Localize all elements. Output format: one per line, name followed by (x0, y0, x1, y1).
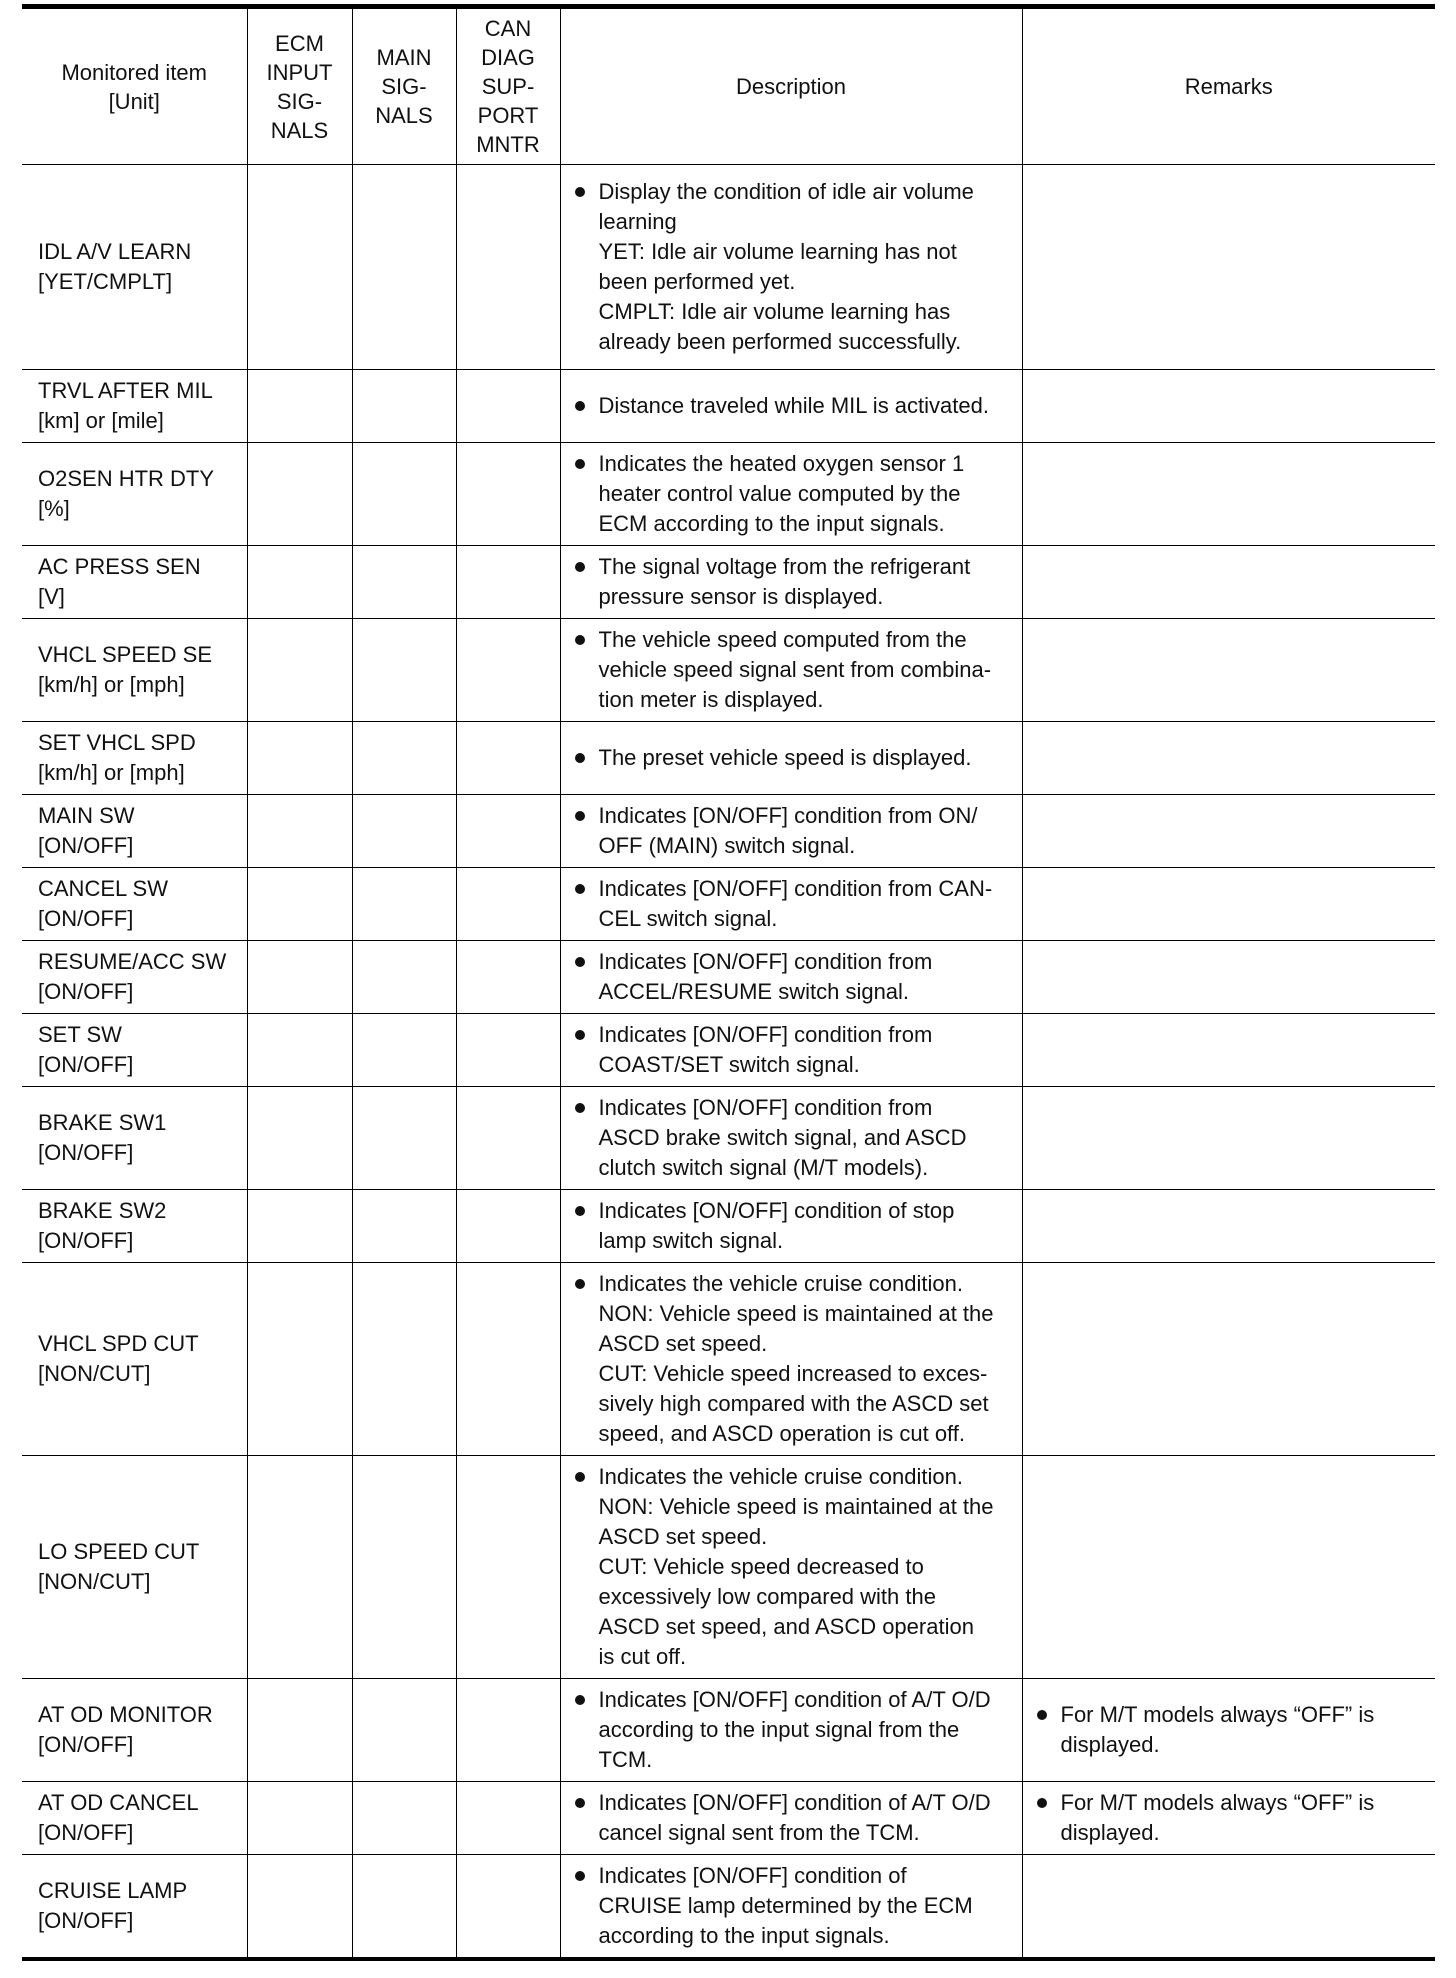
item-unit: [V] (38, 584, 65, 609)
can-diag-support-cell (456, 619, 560, 722)
main-signals-cell (352, 370, 456, 443)
bullet-dot-icon (575, 884, 585, 894)
main-signals-cell (352, 165, 456, 370)
description-bullet (575, 1462, 1016, 1672)
data-monitor-table (22, 4, 1435, 1961)
bullet-dot-icon (575, 811, 585, 821)
bullet-dot-icon (575, 1695, 585, 1705)
can-diag-support-cell (456, 1855, 560, 1960)
description-bullet (575, 177, 1016, 357)
ecm-input-signals-cell (247, 1014, 352, 1087)
remarks-bullet (1037, 1700, 1428, 1760)
ecm-input-signals-cell (247, 1679, 352, 1782)
description-text: Indicates [ON/OFF] condition of A/T O/D according to the input signal from the TCM. (598, 1687, 991, 1772)
description-bullet (575, 1269, 1016, 1449)
monitored-item-cell (22, 941, 247, 1014)
bullet-dot-icon (575, 635, 585, 645)
table-row (22, 1855, 1435, 1960)
item-unit: [NON/CUT] (38, 1569, 151, 1594)
can-diag-support-cell (456, 941, 560, 1014)
ecm-input-signals-cell (247, 370, 352, 443)
item-name: RESUME/ACC SW (38, 949, 227, 974)
description-text: Indicates [ON/OFF] condition from COAST/SET switch signal. (598, 1022, 933, 1077)
ecm-input-signals-cell (247, 443, 352, 546)
description-bullet (575, 1861, 1016, 1951)
description-text: Indicates the vehicle cruise condition. NON: Vehicle speed is maintained at the ASCD set speed. CUT: Vehicle speed decreased to excessively low compared with the ASCD set speed, and ASCD operation is cut off. (598, 1464, 994, 1669)
description-bullet (575, 1788, 1016, 1848)
description-cell (560, 868, 1022, 941)
main-signals-cell (352, 619, 456, 722)
bullet-dot-icon (575, 1279, 585, 1289)
header-monitored-item: Monitored item [Unit] (22, 7, 247, 165)
monitored-item-cell (22, 443, 247, 546)
item-unit: [YET/CMPLT] (38, 269, 173, 294)
description-cell (560, 370, 1022, 443)
bullet-dot-icon (1037, 1798, 1047, 1808)
main-signals-cell (352, 868, 456, 941)
header-main-signals: MAIN SIG- NALS (352, 7, 456, 165)
item-name: TRVL AFTER MIL (38, 378, 213, 403)
monitored-item-cell (22, 1855, 247, 1960)
item-unit: [ON/OFF] (38, 1732, 134, 1757)
header-row (22, 7, 1435, 165)
item-unit: [ON/OFF] (38, 1052, 134, 1077)
description-text: The vehicle speed computed from the vehicle speed signal sent from combina- tion meter is displayed. (598, 627, 992, 712)
monitored-item-cell (22, 619, 247, 722)
bullet-dot-icon (575, 1472, 585, 1482)
header-ecm-input-signals: ECM INPUT SIG- NALS (247, 7, 352, 165)
item-name: O2SEN HTR DTY (38, 466, 215, 491)
ecm-input-signals-cell (247, 868, 352, 941)
remarks-cell (1022, 619, 1435, 722)
description-cell (560, 722, 1022, 795)
description-text: Indicates [ON/OFF] condition from ON/ OFF (MAIN) switch signal. (598, 803, 978, 858)
item-unit: [km/h] or [mph] (38, 760, 185, 785)
description-text: Indicates [ON/OFF] condition of stop lamp switch signal. (598, 1198, 955, 1253)
remarks-cell (1022, 370, 1435, 443)
header-can-diag-support-mntr: CAN DIAG SUP- PORT MNTR (456, 7, 560, 165)
description-cell (560, 546, 1022, 619)
bullet-dot-icon (575, 459, 585, 469)
item-unit: [km] or [mile] (38, 408, 164, 433)
main-signals-cell (352, 1855, 456, 1960)
item-unit: [ON/OFF] (38, 1820, 134, 1845)
table-row (22, 619, 1435, 722)
remarks-cell (1022, 1782, 1435, 1855)
description-cell (560, 1263, 1022, 1456)
table-row (22, 443, 1435, 546)
description-bullet (575, 552, 1016, 612)
item-name: CANCEL SW (38, 876, 168, 901)
can-diag-support-cell (456, 1782, 560, 1855)
remarks-cell (1022, 165, 1435, 370)
can-diag-support-cell (456, 546, 560, 619)
bullet-dot-icon (575, 401, 585, 411)
bullet-dot-icon (575, 1206, 585, 1216)
item-name: BRAKE SW2 (38, 1198, 167, 1223)
main-signals-cell (352, 941, 456, 1014)
ecm-input-signals-cell (247, 1087, 352, 1190)
bullet-dot-icon (575, 957, 585, 967)
description-cell (560, 1190, 1022, 1263)
monitored-item-cell (22, 1014, 247, 1087)
main-signals-cell (352, 1190, 456, 1263)
table-row (22, 1190, 1435, 1263)
item-name: SET VHCL SPD (38, 730, 196, 755)
table-row (22, 1456, 1435, 1679)
monitored-item-cell (22, 546, 247, 619)
main-signals-cell (352, 1456, 456, 1679)
remarks-text: For M/T models always “OFF” is displayed. (1060, 1702, 1375, 1757)
table-row (22, 722, 1435, 795)
description-bullet (575, 947, 1016, 1007)
description-bullet (575, 1020, 1016, 1080)
bullet-dot-icon (575, 187, 585, 197)
description-bullet (575, 1093, 1016, 1183)
item-name: AT OD CANCEL (38, 1790, 199, 1815)
item-name: CRUISE LAMP (38, 1878, 188, 1903)
description-cell (560, 619, 1022, 722)
description-bullet (575, 391, 1016, 421)
table-row (22, 370, 1435, 443)
item-name: SET SW (38, 1022, 122, 1047)
table-header (22, 7, 1435, 165)
description-text: The preset vehicle speed is displayed. (598, 745, 972, 770)
description-text: Indicates [ON/OFF] condition of CRUISE lamp determined by the ECM according to the input signals. (598, 1863, 973, 1948)
can-diag-support-cell (456, 1087, 560, 1190)
description-bullet (575, 449, 1016, 539)
description-text: Indicates the heated oxygen sensor 1 heater control value computed by the ECM according to the input signals. (598, 451, 965, 536)
item-name: BRAKE SW1 (38, 1110, 167, 1135)
remarks-cell (1022, 1087, 1435, 1190)
description-cell (560, 1087, 1022, 1190)
item-unit: [ON/OFF] (38, 906, 134, 931)
main-signals-cell (352, 1782, 456, 1855)
main-signals-cell (352, 1679, 456, 1782)
item-name: IDL A/V LEARN (38, 239, 192, 264)
ecm-input-signals-cell (247, 722, 352, 795)
main-signals-cell (352, 443, 456, 546)
main-signals-cell (352, 546, 456, 619)
can-diag-support-cell (456, 868, 560, 941)
can-diag-support-cell (456, 443, 560, 546)
monitor-table-document (22, 4, 1435, 1961)
table-row (22, 868, 1435, 941)
remarks-cell (1022, 1014, 1435, 1087)
can-diag-support-cell (456, 1456, 560, 1679)
description-bullet (575, 625, 1016, 715)
item-unit: [ON/OFF] (38, 1140, 134, 1165)
can-diag-support-cell (456, 1263, 560, 1456)
main-signals-cell (352, 722, 456, 795)
bullet-dot-icon (1037, 1710, 1047, 1720)
bullet-dot-icon (575, 1871, 585, 1881)
ecm-input-signals-cell (247, 1263, 352, 1456)
description-text: Indicates [ON/OFF] condition from ACCEL/RESUME switch signal. (598, 949, 933, 1004)
table-row (22, 546, 1435, 619)
header-remarks: Remarks (1022, 7, 1435, 165)
remarks-cell (1022, 868, 1435, 941)
item-unit: [ON/OFF] (38, 1908, 134, 1933)
bullet-dot-icon (575, 1103, 585, 1113)
description-text: Indicates [ON/OFF] condition of A/T O/D cancel signal sent from the TCM. (598, 1790, 991, 1845)
item-name: AC PRESS SEN (38, 554, 201, 579)
ecm-input-signals-cell (247, 619, 352, 722)
monitored-item-cell (22, 1263, 247, 1456)
table-row (22, 795, 1435, 868)
remarks-cell (1022, 1855, 1435, 1960)
main-signals-cell (352, 1014, 456, 1087)
header-description: Description (560, 7, 1022, 165)
description-cell (560, 165, 1022, 370)
can-diag-support-cell (456, 795, 560, 868)
description-cell (560, 443, 1022, 546)
table-row (22, 165, 1435, 370)
can-diag-support-cell (456, 722, 560, 795)
table-row (22, 1679, 1435, 1782)
description-bullet (575, 1196, 1016, 1256)
monitored-item-cell (22, 370, 247, 443)
ecm-input-signals-cell (247, 1190, 352, 1263)
ecm-input-signals-cell (247, 1456, 352, 1679)
monitored-item-cell (22, 1087, 247, 1190)
ecm-input-signals-cell (247, 1855, 352, 1960)
bullet-dot-icon (575, 562, 585, 572)
ecm-input-signals-cell (247, 165, 352, 370)
monitored-item-cell (22, 1679, 247, 1782)
description-cell (560, 1014, 1022, 1087)
description-bullet (575, 1685, 1016, 1775)
description-bullet (575, 874, 1016, 934)
item-unit: [NON/CUT] (38, 1361, 151, 1386)
monitored-item-cell (22, 1456, 247, 1679)
item-unit: [ON/OFF] (38, 1228, 134, 1253)
remarks-cell (1022, 443, 1435, 546)
monitored-item-cell (22, 868, 247, 941)
ecm-input-signals-cell (247, 546, 352, 619)
remarks-cell (1022, 546, 1435, 619)
remarks-cell (1022, 795, 1435, 868)
remarks-cell (1022, 1263, 1435, 1456)
description-text: The signal voltage from the refrigerant pressure sensor is displayed. (598, 554, 971, 609)
main-signals-cell (352, 795, 456, 868)
remarks-cell (1022, 1190, 1435, 1263)
item-name: AT OD MONITOR (38, 1702, 213, 1727)
description-bullet (575, 801, 1016, 861)
monitored-item-cell (22, 722, 247, 795)
bullet-dot-icon (575, 1030, 585, 1040)
description-text: Indicates the vehicle cruise condition. NON: Vehicle speed is maintained at the ASCD set speed. CUT: Vehicle speed increased to exces- sively high compared with the ASCD set speed, and ASCD operation is cut off. (598, 1271, 994, 1446)
can-diag-support-cell (456, 165, 560, 370)
bullet-dot-icon (575, 753, 585, 763)
remarks-bullet (1037, 1788, 1428, 1848)
table-row (22, 1782, 1435, 1855)
can-diag-support-cell (456, 1014, 560, 1087)
monitored-item-cell (22, 795, 247, 868)
item-name: VHCL SPD CUT (38, 1331, 199, 1356)
remarks-cell (1022, 1679, 1435, 1782)
monitored-item-cell (22, 165, 247, 370)
table-row (22, 1087, 1435, 1190)
description-cell (560, 1782, 1022, 1855)
description-text: Indicates [ON/OFF] condition from CAN- CEL switch signal. (598, 876, 993, 931)
remarks-cell (1022, 941, 1435, 1014)
item-unit: [%] (38, 496, 70, 521)
description-text: Display the condition of idle air volume learning YET: Idle air volume learning has not been performed yet. CMPLT: Idle air volume learning has already been performed successfully. (598, 179, 974, 354)
description-cell (560, 1855, 1022, 1960)
description-cell (560, 1456, 1022, 1679)
description-cell (560, 1679, 1022, 1782)
table-row (22, 941, 1435, 1014)
remarks-text: For M/T models always “OFF” is displayed. (1060, 1790, 1375, 1845)
remarks-cell (1022, 722, 1435, 795)
can-diag-support-cell (456, 1679, 560, 1782)
table-row (22, 1263, 1435, 1456)
main-signals-cell (352, 1263, 456, 1456)
item-unit: [ON/OFF] (38, 979, 134, 1004)
item-name: LO SPEED CUT (38, 1539, 200, 1564)
table-body (22, 165, 1435, 1960)
description-bullet (575, 743, 1016, 773)
table-row (22, 1014, 1435, 1087)
can-diag-support-cell (456, 370, 560, 443)
description-text: Indicates [ON/OFF] condition from ASCD brake switch signal, and ASCD clutch switch signal (M/T models). (598, 1095, 967, 1180)
monitored-item-cell (22, 1190, 247, 1263)
item-name: MAIN SW (38, 803, 135, 828)
description-text: Distance traveled while MIL is activated. (598, 393, 989, 418)
description-cell (560, 795, 1022, 868)
ecm-input-signals-cell (247, 1782, 352, 1855)
bullet-dot-icon (575, 1798, 585, 1808)
item-unit: [km/h] or [mph] (38, 672, 185, 697)
main-signals-cell (352, 1087, 456, 1190)
ecm-input-signals-cell (247, 795, 352, 868)
remarks-cell (1022, 1456, 1435, 1679)
item-unit: [ON/OFF] (38, 833, 134, 858)
ecm-input-signals-cell (247, 941, 352, 1014)
can-diag-support-cell (456, 1190, 560, 1263)
monitored-item-cell (22, 1782, 247, 1855)
item-name: VHCL SPEED SE (38, 642, 213, 667)
description-cell (560, 941, 1022, 1014)
